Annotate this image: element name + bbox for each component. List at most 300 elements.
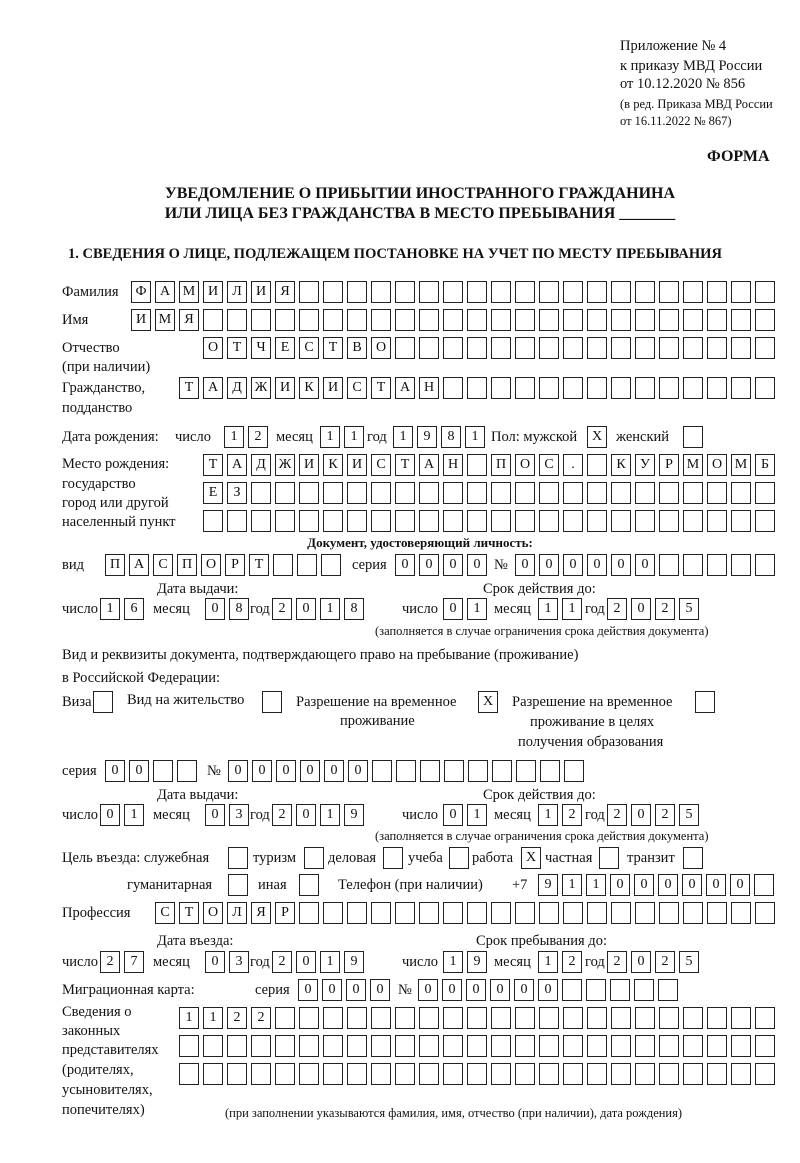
char-box[interactable] xyxy=(755,1035,775,1057)
char-box[interactable] xyxy=(395,1063,415,1085)
char-box[interactable] xyxy=(371,902,391,924)
char-box[interactable] xyxy=(467,454,487,476)
char-box[interactable] xyxy=(683,510,703,532)
char-box[interactable] xyxy=(611,510,631,532)
rd-issue-year-field[interactable] xyxy=(272,804,364,826)
char-box[interactable]: С xyxy=(153,554,173,576)
char-box[interactable]: З xyxy=(227,482,247,504)
char-box[interactable]: Р xyxy=(659,454,679,476)
char-box[interactable] xyxy=(395,1007,415,1029)
char-box[interactable]: 0 xyxy=(631,951,651,973)
char-box[interactable] xyxy=(659,1063,679,1085)
char-box[interactable] xyxy=(203,1035,223,1057)
pob-field-row2[interactable] xyxy=(203,482,775,504)
char-box[interactable] xyxy=(539,1007,559,1029)
char-box[interactable] xyxy=(467,902,487,924)
rd-issue-day-field[interactable] xyxy=(100,804,144,826)
char-box[interactable] xyxy=(443,1007,463,1029)
char-box[interactable] xyxy=(539,510,559,532)
char-box[interactable] xyxy=(492,760,512,782)
char-box[interactable] xyxy=(443,1063,463,1085)
sex-male-checkbox[interactable] xyxy=(587,426,607,448)
char-box[interactable] xyxy=(635,337,655,359)
char-box[interactable] xyxy=(323,510,343,532)
char-box[interactable]: Р xyxy=(225,554,245,576)
char-box[interactable]: 0 xyxy=(635,554,655,576)
char-box[interactable] xyxy=(299,510,319,532)
char-box[interactable]: 0 xyxy=(563,554,583,576)
char-box[interactable] xyxy=(467,482,487,504)
char-box[interactable]: 0 xyxy=(538,979,558,1001)
char-box[interactable] xyxy=(227,1035,247,1057)
char-box[interactable] xyxy=(611,1007,631,1029)
char-box[interactable] xyxy=(563,482,583,504)
char-box[interactable]: 2 xyxy=(248,426,268,448)
char-box[interactable] xyxy=(587,510,607,532)
char-box[interactable]: 1 xyxy=(467,598,487,620)
char-box[interactable]: О xyxy=(707,454,727,476)
char-box[interactable] xyxy=(683,1007,703,1029)
char-box[interactable] xyxy=(443,510,463,532)
char-box[interactable]: 0 xyxy=(443,598,463,620)
char-box[interactable] xyxy=(587,1063,607,1085)
char-box[interactable]: 0 xyxy=(348,760,368,782)
char-box[interactable] xyxy=(540,760,560,782)
char-box[interactable] xyxy=(419,309,439,331)
char-box[interactable] xyxy=(707,482,727,504)
char-box[interactable] xyxy=(539,337,559,359)
char-box[interactable] xyxy=(227,309,247,331)
char-box[interactable] xyxy=(467,377,487,399)
char-box[interactable] xyxy=(695,691,715,713)
char-box[interactable] xyxy=(563,1063,583,1085)
char-box[interactable] xyxy=(611,1035,631,1057)
char-box[interactable] xyxy=(443,902,463,924)
char-box[interactable] xyxy=(611,902,631,924)
char-box[interactable] xyxy=(491,1063,511,1085)
char-box[interactable] xyxy=(587,309,607,331)
char-box[interactable]: К xyxy=(611,454,631,476)
char-box[interactable]: 1 xyxy=(443,951,463,973)
char-box[interactable]: 2 xyxy=(607,951,627,973)
char-box[interactable]: 0 xyxy=(205,598,225,620)
pob-field-row1[interactable] xyxy=(203,454,775,476)
char-box[interactable]: 0 xyxy=(730,874,750,896)
char-box[interactable]: 5 xyxy=(679,951,699,973)
char-box[interactable] xyxy=(563,377,583,399)
rd-issue-month-field[interactable] xyxy=(205,804,249,826)
char-box[interactable]: 1 xyxy=(562,598,582,620)
char-box[interactable]: 1 xyxy=(538,951,558,973)
char-box[interactable] xyxy=(635,1035,655,1057)
char-box[interactable] xyxy=(564,760,584,782)
char-box[interactable]: Ч xyxy=(251,337,271,359)
char-box[interactable]: 1 xyxy=(344,426,364,448)
char-box[interactable] xyxy=(539,482,559,504)
char-box[interactable] xyxy=(299,1063,319,1085)
char-box[interactable] xyxy=(515,482,535,504)
dob-year-field[interactable] xyxy=(393,426,485,448)
char-box[interactable] xyxy=(203,1063,223,1085)
char-box[interactable] xyxy=(347,482,367,504)
char-box[interactable] xyxy=(587,337,607,359)
mc-number-field[interactable] xyxy=(418,979,678,1001)
char-box[interactable]: 0 xyxy=(490,979,510,1001)
id-number-field[interactable] xyxy=(515,554,775,576)
char-box[interactable] xyxy=(539,1035,559,1057)
char-box[interactable] xyxy=(395,337,415,359)
char-box[interactable]: X xyxy=(587,426,607,448)
char-box[interactable] xyxy=(371,281,391,303)
char-box[interactable] xyxy=(731,482,751,504)
char-box[interactable] xyxy=(371,309,391,331)
char-box[interactable]: X xyxy=(478,691,498,713)
char-box[interactable]: 2 xyxy=(100,951,120,973)
char-box[interactable]: 0 xyxy=(370,979,390,1001)
char-box[interactable]: Л xyxy=(227,902,247,924)
char-box[interactable] xyxy=(731,1035,751,1057)
char-box[interactable]: И xyxy=(299,454,319,476)
char-box[interactable]: 0 xyxy=(298,979,318,1001)
char-box[interactable]: 2 xyxy=(272,598,292,620)
char-box[interactable] xyxy=(419,1035,439,1057)
char-box[interactable]: 1 xyxy=(320,426,340,448)
rep-field-row1[interactable] xyxy=(179,1007,775,1029)
char-box[interactable] xyxy=(707,281,727,303)
char-box[interactable] xyxy=(395,902,415,924)
char-box[interactable] xyxy=(443,377,463,399)
char-box[interactable]: С xyxy=(299,337,319,359)
char-box[interactable]: И xyxy=(275,377,295,399)
rd-valid-month-field[interactable] xyxy=(538,804,582,826)
id-valid-month-field[interactable] xyxy=(538,598,582,620)
char-box[interactable]: 0 xyxy=(443,554,463,576)
char-box[interactable] xyxy=(467,1007,487,1029)
char-box[interactable] xyxy=(323,1063,343,1085)
entry-year-field[interactable] xyxy=(272,951,364,973)
char-box[interactable]: 0 xyxy=(611,554,631,576)
char-box[interactable] xyxy=(323,281,343,303)
char-box[interactable] xyxy=(755,902,775,924)
char-box[interactable] xyxy=(731,510,751,532)
char-box[interactable] xyxy=(299,874,319,896)
char-box[interactable]: Ж xyxy=(251,377,271,399)
char-box[interactable]: 0 xyxy=(634,874,654,896)
char-box[interactable]: 1 xyxy=(100,598,120,620)
char-box[interactable]: 9 xyxy=(417,426,437,448)
char-box[interactable] xyxy=(587,377,607,399)
purpose-tourism-checkbox[interactable] xyxy=(304,847,324,869)
char-box[interactable] xyxy=(228,874,248,896)
char-box[interactable]: И xyxy=(347,454,367,476)
char-box[interactable]: О xyxy=(515,454,535,476)
char-box[interactable]: 0 xyxy=(515,554,535,576)
char-box[interactable]: Я xyxy=(251,902,271,924)
char-box[interactable]: М xyxy=(683,454,703,476)
char-box[interactable] xyxy=(419,337,439,359)
char-box[interactable] xyxy=(611,281,631,303)
char-box[interactable]: 9 xyxy=(467,951,487,973)
char-box[interactable]: 0 xyxy=(296,951,316,973)
char-box[interactable]: Ж xyxy=(275,454,295,476)
char-box[interactable] xyxy=(491,281,511,303)
char-box[interactable]: 7 xyxy=(124,951,144,973)
char-box[interactable] xyxy=(707,309,727,331)
char-box[interactable] xyxy=(372,760,392,782)
char-box[interactable]: 1 xyxy=(224,426,244,448)
char-box[interactable]: К xyxy=(323,454,343,476)
char-box[interactable] xyxy=(755,1007,775,1029)
char-box[interactable]: Р xyxy=(275,902,295,924)
char-box[interactable] xyxy=(347,902,367,924)
char-box[interactable] xyxy=(515,902,535,924)
char-box[interactable]: 0 xyxy=(205,804,225,826)
char-box[interactable]: Т xyxy=(323,337,343,359)
char-box[interactable] xyxy=(635,377,655,399)
rd-valid-year-field[interactable] xyxy=(607,804,699,826)
char-box[interactable]: 1 xyxy=(203,1007,223,1029)
char-box[interactable]: П xyxy=(105,554,125,576)
char-box[interactable]: 2 xyxy=(655,598,675,620)
char-box[interactable]: Б xyxy=(755,454,775,476)
char-box[interactable] xyxy=(371,1007,391,1029)
char-box[interactable]: Ф xyxy=(131,281,151,303)
char-box[interactable]: 9 xyxy=(344,951,364,973)
char-box[interactable]: 5 xyxy=(679,804,699,826)
char-box[interactable]: И xyxy=(203,281,223,303)
char-box[interactable] xyxy=(635,482,655,504)
char-box[interactable]: 0 xyxy=(205,951,225,973)
char-box[interactable]: 0 xyxy=(300,760,320,782)
char-box[interactable] xyxy=(467,1063,487,1085)
char-box[interactable] xyxy=(449,847,469,869)
char-box[interactable]: 1 xyxy=(467,804,487,826)
char-box[interactable] xyxy=(659,281,679,303)
char-box[interactable] xyxy=(635,902,655,924)
char-box[interactable] xyxy=(731,309,751,331)
char-box[interactable]: И xyxy=(251,281,271,303)
char-box[interactable] xyxy=(395,1035,415,1057)
char-box[interactable] xyxy=(683,377,703,399)
char-box[interactable]: А xyxy=(203,377,223,399)
char-box[interactable] xyxy=(539,309,559,331)
char-box[interactable]: С xyxy=(371,454,391,476)
char-box[interactable]: О xyxy=(203,337,223,359)
char-box[interactable] xyxy=(419,1063,439,1085)
char-box[interactable]: 2 xyxy=(655,951,675,973)
char-box[interactable] xyxy=(395,482,415,504)
char-box[interactable]: 0 xyxy=(514,979,534,1001)
stay-day-field[interactable] xyxy=(443,951,487,973)
char-box[interactable] xyxy=(443,1035,463,1057)
char-box[interactable] xyxy=(635,1063,655,1085)
char-box[interactable] xyxy=(755,377,775,399)
char-box[interactable] xyxy=(273,554,293,576)
char-box[interactable] xyxy=(419,482,439,504)
char-box[interactable]: 8 xyxy=(441,426,461,448)
purpose-official-checkbox[interactable] xyxy=(228,847,248,869)
char-box[interactable] xyxy=(251,309,271,331)
char-box[interactable] xyxy=(707,1007,727,1029)
char-box[interactable] xyxy=(443,482,463,504)
char-box[interactable]: 2 xyxy=(562,804,582,826)
char-box[interactable] xyxy=(491,510,511,532)
rep-field-row2[interactable] xyxy=(179,1035,775,1057)
char-box[interactable] xyxy=(275,510,295,532)
char-box[interactable] xyxy=(203,309,223,331)
char-box[interactable] xyxy=(228,847,248,869)
char-box[interactable]: 0 xyxy=(252,760,272,782)
char-box[interactable] xyxy=(659,377,679,399)
char-box[interactable] xyxy=(371,510,391,532)
char-box[interactable] xyxy=(299,1007,319,1029)
char-box[interactable]: 0 xyxy=(631,804,651,826)
surname-field[interactable] xyxy=(131,281,775,303)
trpe-checkbox[interactable] xyxy=(695,691,715,713)
char-box[interactable] xyxy=(153,760,173,782)
char-box[interactable] xyxy=(707,1035,727,1057)
char-box[interactable]: И xyxy=(323,377,343,399)
char-box[interactable] xyxy=(683,554,703,576)
char-box[interactable] xyxy=(731,1007,751,1029)
stay-month-field[interactable] xyxy=(538,951,582,973)
char-box[interactable]: 2 xyxy=(251,1007,271,1029)
char-box[interactable] xyxy=(396,760,416,782)
char-box[interactable]: 9 xyxy=(344,804,364,826)
char-box[interactable] xyxy=(251,482,271,504)
char-box[interactable] xyxy=(467,510,487,532)
char-box[interactable] xyxy=(635,309,655,331)
char-box[interactable]: 0 xyxy=(442,979,462,1001)
char-box[interactable] xyxy=(323,1007,343,1029)
char-box[interactable] xyxy=(251,1063,271,1085)
char-box[interactable] xyxy=(707,510,727,532)
sex-female-checkbox[interactable] xyxy=(683,426,703,448)
char-box[interactable] xyxy=(299,309,319,331)
char-box[interactable]: Л xyxy=(227,281,247,303)
char-box[interactable] xyxy=(515,1007,535,1029)
id-series-field[interactable] xyxy=(395,554,487,576)
char-box[interactable]: 0 xyxy=(419,554,439,576)
id-issue-day-field[interactable] xyxy=(100,598,144,620)
char-box[interactable]: С xyxy=(155,902,175,924)
char-box[interactable] xyxy=(420,760,440,782)
char-box[interactable] xyxy=(563,510,583,532)
char-box[interactable] xyxy=(707,554,727,576)
char-box[interactable] xyxy=(515,377,535,399)
char-box[interactable] xyxy=(659,337,679,359)
char-box[interactable] xyxy=(707,337,727,359)
char-box[interactable] xyxy=(659,309,679,331)
char-box[interactable]: 0 xyxy=(467,554,487,576)
id-valid-day-field[interactable] xyxy=(443,598,487,620)
char-box[interactable]: 0 xyxy=(610,874,630,896)
char-box[interactable] xyxy=(491,1035,511,1057)
char-box[interactable] xyxy=(539,377,559,399)
char-box[interactable] xyxy=(297,554,317,576)
char-box[interactable] xyxy=(755,482,775,504)
char-box[interactable] xyxy=(659,1035,679,1057)
char-box[interactable] xyxy=(419,902,439,924)
id-valid-year-field[interactable] xyxy=(607,598,699,620)
char-box[interactable]: А xyxy=(395,377,415,399)
char-box[interactable] xyxy=(299,482,319,504)
char-box[interactable] xyxy=(634,979,654,1001)
id-issue-month-field[interactable] xyxy=(205,598,249,620)
purpose-transit-checkbox[interactable] xyxy=(683,847,703,869)
char-box[interactable] xyxy=(491,902,511,924)
char-box[interactable]: С xyxy=(539,454,559,476)
char-box[interactable] xyxy=(683,902,703,924)
char-box[interactable] xyxy=(659,902,679,924)
patronymic-field[interactable] xyxy=(203,337,775,359)
char-box[interactable] xyxy=(347,309,367,331)
char-box[interactable] xyxy=(611,482,631,504)
char-box[interactable]: 0 xyxy=(276,760,296,782)
char-box[interactable]: 6 xyxy=(124,598,144,620)
char-box[interactable] xyxy=(562,979,582,1001)
char-box[interactable] xyxy=(323,309,343,331)
char-box[interactable] xyxy=(491,309,511,331)
char-box[interactable] xyxy=(587,1007,607,1029)
char-box[interactable] xyxy=(563,1007,583,1029)
rd-number-field[interactable] xyxy=(228,760,584,782)
char-box[interactable] xyxy=(683,1035,703,1057)
mc-series-field[interactable] xyxy=(298,979,390,1001)
char-box[interactable] xyxy=(515,1063,535,1085)
char-box[interactable]: Е xyxy=(275,337,295,359)
char-box[interactable] xyxy=(610,979,630,1001)
char-box[interactable]: 1 xyxy=(320,951,340,973)
char-box[interactable] xyxy=(443,281,463,303)
char-box[interactable]: Н xyxy=(443,454,463,476)
char-box[interactable] xyxy=(383,847,403,869)
entry-month-field[interactable] xyxy=(205,951,249,973)
name-field[interactable] xyxy=(131,309,775,331)
char-box[interactable]: Т xyxy=(395,454,415,476)
char-box[interactable] xyxy=(347,510,367,532)
char-box[interactable]: 0 xyxy=(346,979,366,1001)
char-box[interactable] xyxy=(299,281,319,303)
char-box[interactable] xyxy=(683,309,703,331)
char-box[interactable] xyxy=(611,309,631,331)
char-box[interactable] xyxy=(227,510,247,532)
char-box[interactable]: 0 xyxy=(418,979,438,1001)
char-box[interactable] xyxy=(227,1063,247,1085)
char-box[interactable]: 0 xyxy=(322,979,342,1001)
char-box[interactable] xyxy=(262,691,282,713)
char-box[interactable]: 2 xyxy=(607,598,627,620)
char-box[interactable]: 1 xyxy=(124,804,144,826)
char-box[interactable]: 5 xyxy=(679,598,699,620)
char-box[interactable]: 1 xyxy=(179,1007,199,1029)
char-box[interactable] xyxy=(539,1063,559,1085)
char-box[interactable] xyxy=(347,1063,367,1085)
char-box[interactable] xyxy=(179,1063,199,1085)
char-box[interactable]: К xyxy=(299,377,319,399)
char-box[interactable] xyxy=(611,337,631,359)
purpose-humanitarian-checkbox[interactable] xyxy=(228,874,248,896)
char-box[interactable]: 2 xyxy=(272,804,292,826)
char-box[interactable]: 0 xyxy=(682,874,702,896)
char-box[interactable] xyxy=(659,554,679,576)
char-box[interactable] xyxy=(515,1035,535,1057)
char-box[interactable]: X xyxy=(521,847,541,869)
char-box[interactable]: И xyxy=(131,309,151,331)
char-box[interactable] xyxy=(93,691,113,713)
char-box[interactable] xyxy=(683,482,703,504)
char-box[interactable]: Д xyxy=(227,377,247,399)
